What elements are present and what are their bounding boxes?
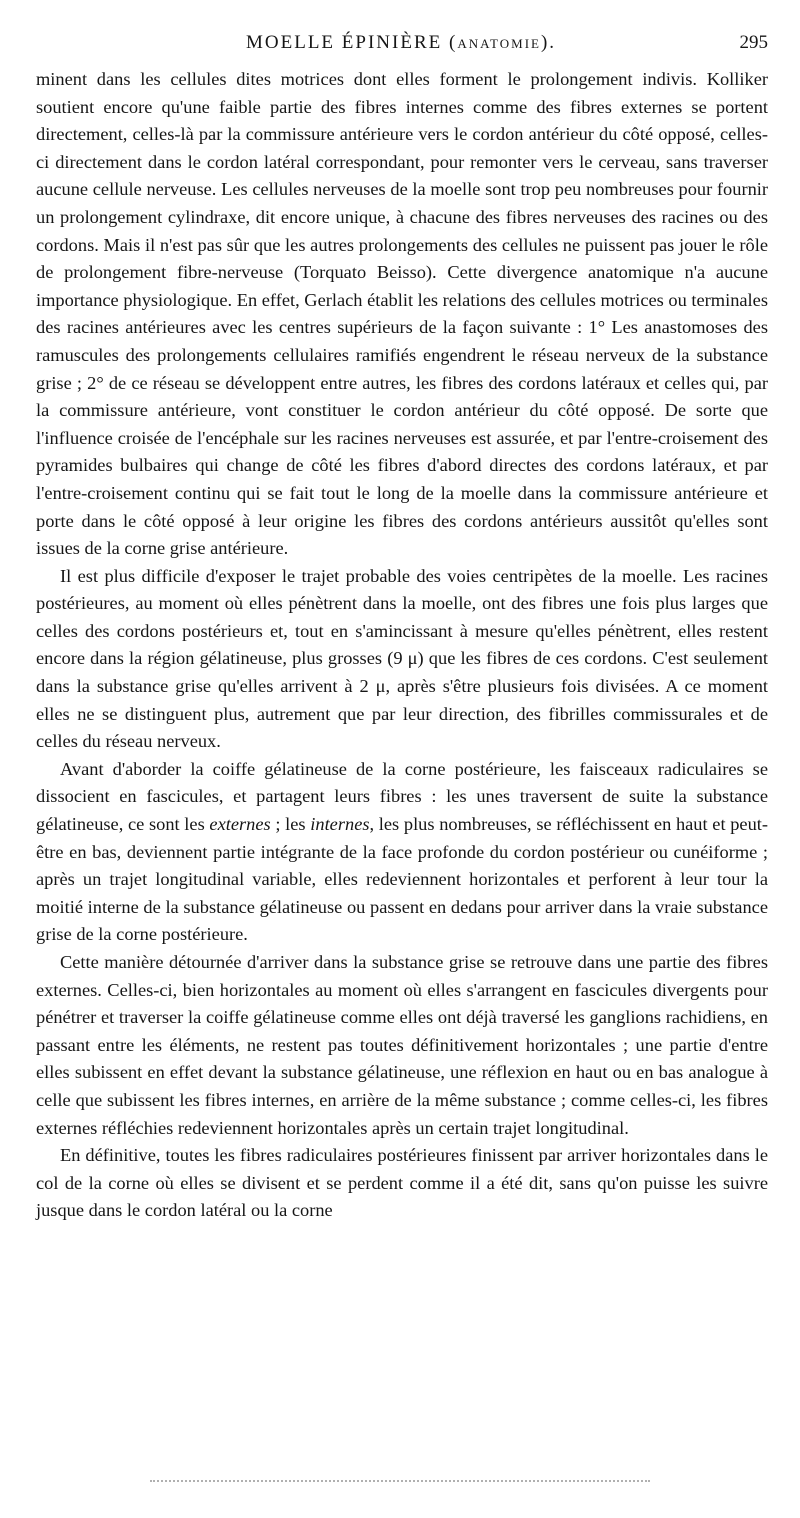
running-head	[36, 28, 768, 60]
paragraph-3-start: Avant d'aborder la coiffe gélatineuse de la corne postérieure, les faisceaux radiculaires se dissocient en fascicules, et partagent leurs fibres : les unes traversent de suite la substance gélatineuse, ce sont les	[36, 758, 768, 835]
paragraph-2: Il est plus difficile d'exposer le trajet probable des voies centripètes de la moelle. Les racines postérieures, au moment où elles pénètrent dans la moelle, ont des fibres une fois plus larges que celles des cordons postérieurs et, tout en s'amincissant à mesure qu'elles pénètrent, elles restent encore dans la région gélatineuse, plus grosses (9 μ) que les fibres de ces cordons. C'est seulement dans la substance grise qu'elles arrivent à 2 μ, après s'être plusieurs fois divisées. A ce moment elles ne se distinguent plus, autrement que par leur direction, des fibrilles commissurales et de celles du réseau nerveux.	[36, 565, 768, 752]
print-marks-divider	[150, 1480, 650, 1488]
paragraph-3	[36, 756, 768, 949]
paragraph-3-end: , les plus nombreuses, se réfléchissent en haut et peut-être en bas, deviennent partie intégrante de la face profonde du cordon postérieur ou cunéiforme ; après un trajet longitudinal variable, elles redeviennent horizontales et perforent à leur tour la moitié interne de la substance gélatineuse ou passent en dedans pour arriver dans la vraie substance grise de la corne postérieure.	[36, 814, 769, 945]
running-title-subject: ANATOMIE	[457, 36, 541, 51]
term-internes: internes	[310, 814, 370, 835]
running-title	[246, 32, 556, 54]
body-text	[36, 66, 768, 1225]
paragraph-4: Cette manière détournée d'arriver dans la substance grise se retrouve dans une partie des fibres externes. Celles-ci, bien horizontales au moment où elles s'arrangent en fascicules divergents pour pénétrer et traverser la coiffe gélatineuse comme elles ont déjà traversé les ganglions rachidiens, en passant entre les éléments, ne restent pas toutes définitivement horizontales ; une partie d'entre elles subissent en effet devant la substance gélatineuse, une réflexion en haut ou en bas analogue à celle que subissent les fibres internes, en arrière de la même substance ; comme celles-ci, les fibres externes réfléchies redeviennent horizontales après un certain trajet longitudinal.	[36, 952, 768, 1138]
page-number: 295	[739, 32, 768, 53]
term-externes: externes	[209, 814, 271, 835]
paragraph-1: minent dans les cellules dites motrices dont elles forment le prolongement indivis. Kolliker soutient encore qu'une faible partie des fibres internes comme des fibres externes se portent directement, celles-là par la commissure antérieure vers le cordon antérieur du côté opposé, celles-ci directement dans le cordon latéral correspondant, pour remonter vers le cerveau, sans traverser aucune cellule nerveuse. Les cellules nerveuses de la moelle sont trop peu nombreuses pour fournir un prolongement cylindraxe, dit encore unique, à chacune des fibres nerveuses des racines ou des cordons. Mais il n'est pas sûr que les autres prolongements des cellules ne puissent pas jouer le rôle de prolongement fibre-nerveuse (Torquato Beisso). Cette divergence anatomique n'a aucune importance physiologique. En effet, Gerlach établit les relations des cellules motrices ou terminales des racines antérieures avec les centres supérieurs de la façon suivante : 1° Les anastomoses des ramuscules des prolongements cellulaires ramifiés engendrent le réseau nerveux de la substance grise ; 2° de ce réseau se développent entre autres, les fibres des cordons latéraux et celles qui, par la commissure antérieure, vont constituer le cordon antérieur du côté opposé. De sorte que l'influence croisée de l'encéphale sur les racines nerveuses est assurée, et par l'entre-croisement des pyramides bulbaires qui change de côté les fibres d'abord directes des cordons latéraux, et par l'entre-croisement continu qui se fait tout le long de la moelle dans la commissure antérieure et porte dans le côté opposé à leur origine les fibres des cordons antérieurs aussitôt qu'elles sont issues de la corne grise antérieure.	[36, 69, 768, 559]
running-title-main: MOELLE ÉPINIÈRE (	[246, 32, 458, 53]
running-title-end: ).	[540, 32, 557, 53]
paragraph-3-mid: ; les	[270, 814, 311, 835]
page	[36, 28, 768, 1225]
paragraph-5: En définitive, toutes les fibres radiculaires postérieures finissent par arriver horizontales dans le col de la corne où elles se divisent et se perdent comme il a été dit, sans qu'on puisse les suivre jusque dans le cordon latéral ou la corne	[36, 1145, 768, 1221]
